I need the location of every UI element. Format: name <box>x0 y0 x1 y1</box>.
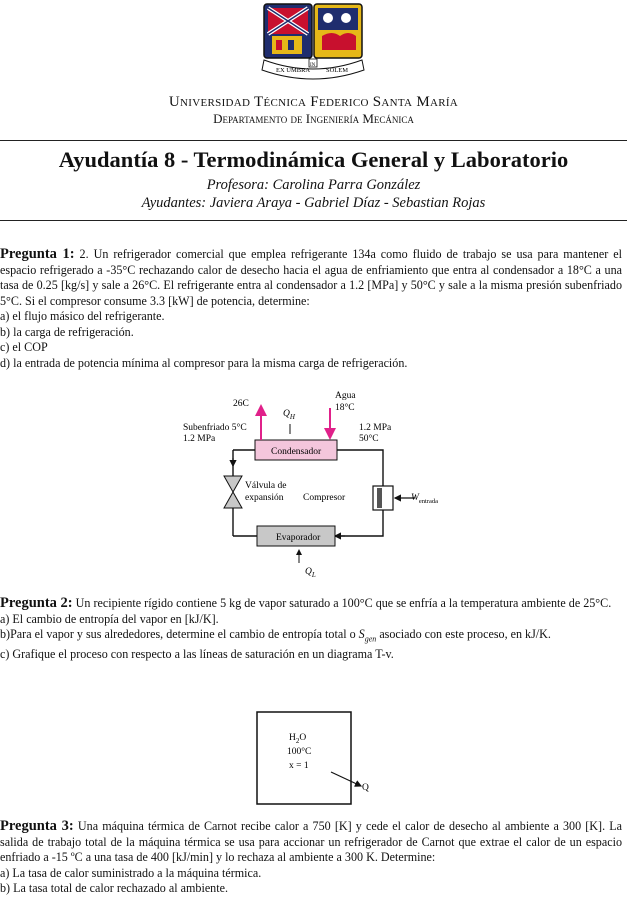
motto-in: IN <box>310 63 316 68</box>
valve-label-2: expansión <box>245 493 284 503</box>
motto-right: SOLEM <box>326 67 349 74</box>
question-2-item-a: a) El cambio de entropía del vapor en [kJ/K]. <box>0 611 219 626</box>
question-3-heading: Pregunta 3: <box>0 818 74 834</box>
rigid-tank-diagram <box>255 710 385 810</box>
question-1-item-d: d) la entrada de potencia mínima al compresor para la misma carga de refrigeración. <box>0 355 408 370</box>
professor-line: Profesora: Carolina Parra González <box>206 177 421 193</box>
question-2-text: Un recipiente rígido contiene 5 kg de vapor saturado a 100°C que se enfría a la temperatura ambiente de 25°C. <box>75 596 612 610</box>
header-rule-top <box>0 140 627 141</box>
valve-label-1: Válvula de <box>245 481 287 491</box>
heat-rejected-label: $Q_H$ <box>283 409 295 421</box>
question-1-item-a: a) el flujo másico del refrigerante. <box>0 309 165 323</box>
inlet-pressure: 1.2 MPa <box>359 423 392 433</box>
tank-fluid: $H_2O$ <box>289 733 307 745</box>
motto-left: EX UMBRA <box>276 67 311 74</box>
evaporator-label: Evaporador <box>276 533 321 543</box>
question-3-text: Una máquina térmica de Carnot recibe calor a 750 [K] y cede el calor de desecho al ambiente a 300 [K]. La salida de trabajo total de la máquina térmica se usa para accionar un refrigerador de Carnot que extrae el calor de un espacio enfriado a -15 ºC a una tasa de 400 [kJ/min] y lo rechaza al ambiente a 300 K. Determine: <box>0 819 622 864</box>
work-input-label: $W_{entrada}$ <box>411 493 439 505</box>
question-3 <box>0 819 622 897</box>
tank-quality: x = 1 <box>289 761 309 771</box>
header-rule-bottom <box>0 220 627 221</box>
water-outlet-temp: 26C <box>233 399 249 409</box>
condenser-label: Condensador <box>271 447 322 457</box>
assistants-line: Ayudantes: Javiera Araya - Gabriel Díaz - Sebastian Rojas <box>141 195 486 211</box>
question-1-item-c: c) el COP <box>0 340 48 354</box>
question-3-item-a: a) La tasa de calor suministrado a la máquina térmica. <box>0 865 262 880</box>
department-name: Departamento de Ingeniería Mecánica <box>213 111 414 126</box>
expansion-valve <box>224 476 242 508</box>
heat-loss-label: Q <box>362 783 369 793</box>
inlet-temperature: 50°C <box>359 434 379 444</box>
page-title: Ayudantía 8 - Termodinámica General y Laboratorio <box>58 147 569 172</box>
subcooled-pressure: 1.2 MPa <box>183 434 216 444</box>
tank-temperature: 100°C <box>287 747 312 757</box>
question-1-item-b: b) la carga de refrigeración. <box>0 324 134 339</box>
heat-absorbed-label: $Q_L$ <box>305 567 316 579</box>
university-name: Universidad Técnica Federico Santa María <box>168 94 459 110</box>
question-2-heading: Pregunta 2: <box>0 595 73 611</box>
compressor-label: Compresor <box>303 493 346 503</box>
question-1 <box>0 247 622 371</box>
subcooled-label: Subenfriado 5°C <box>183 423 247 433</box>
tank-box <box>257 712 351 804</box>
water-inlet-label: Agua <box>335 391 356 401</box>
question-2-item-b: b)Para el vapor y sus alrededores, determine el cambio de entropía total o $S_{gen}$ asociado con este proceso, en kJ/K. <box>0 627 551 644</box>
question-2 <box>0 596 622 662</box>
water-inlet-temp: 18°C <box>335 403 355 413</box>
refrigeration-cycle-diagram <box>175 388 460 583</box>
question-1-text: 2. Un refrigerador comercial que emplea refrigerante 134a como fluido de trabajo se usa para mantener el espacio refrigerado a -35°C rechazando calor de desecho hacia el agua de enfriamiento que entra al condensador a 18°C a una tasa de 0.25 [kg/s] y sale a 26°C. El refrigerante entra al condensador a 1.2 [MPa] y 50°C y sale a la misma presión subenfriado 5°C. Si el compresor consume 3.3 [kW] de potencia, determine: <box>0 247 622 308</box>
question-1-heading: Pregunta 1: <box>0 246 75 262</box>
question-2-item-c: c) Grafique el proceso con respecto a las líneas de saturación en un diagrama T-v. <box>0 646 394 661</box>
question-3-item-b: b) La tasa total de calor rechazado al ambiente. <box>0 881 228 895</box>
university-crest <box>258 2 368 80</box>
compressor-body <box>373 486 393 510</box>
